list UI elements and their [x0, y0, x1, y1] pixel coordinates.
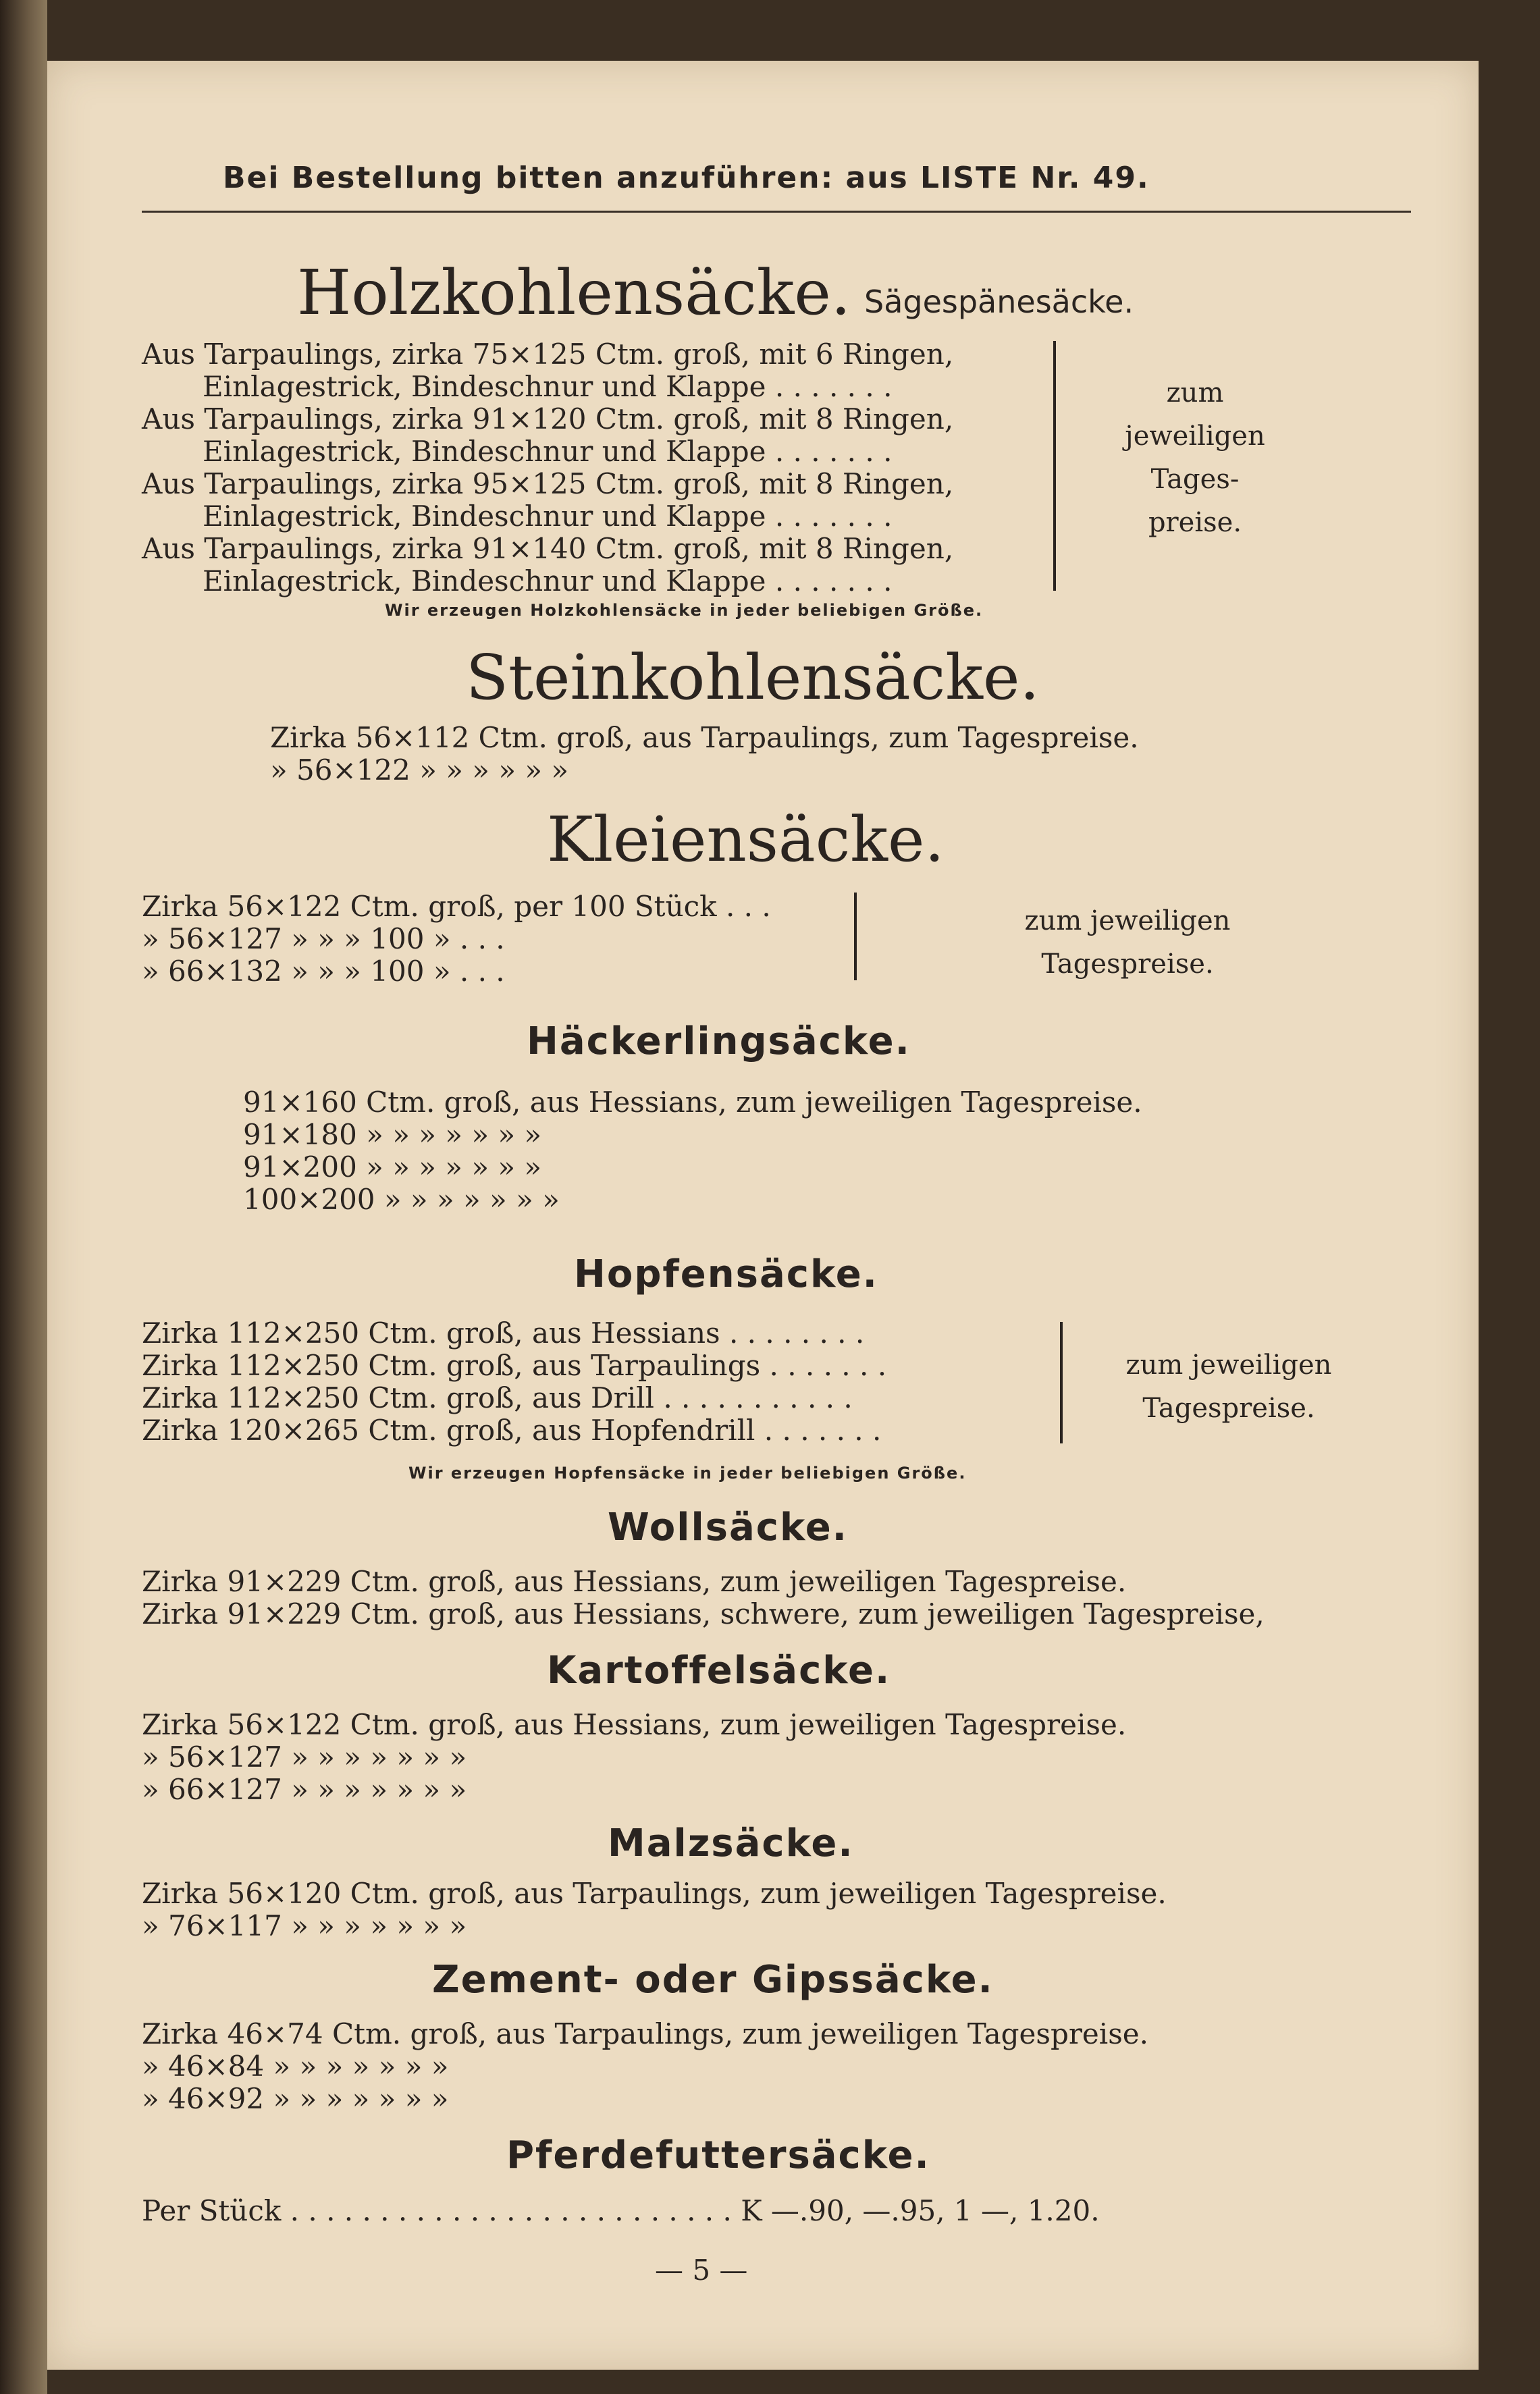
- price-brace: [1060, 1322, 1063, 1443]
- book-binding-edge: [0, 0, 47, 2394]
- malz-line: Zirka 56×120 Ctm. groß, aus Tarpaulings, zum jeweiligen Tagespreise.: [142, 1877, 1167, 1910]
- page-number: — 5 —: [655, 2254, 748, 2287]
- hopfen-price-note: zum jeweiligen Tagespreise.: [1125, 1350, 1332, 1424]
- stein-line: Zirka 56×112 Ctm. groß, aus Tarpaulings, zum Tagespreise.: [270, 721, 1139, 754]
- haeck-line: 91×180 » » » » » » »: [243, 1118, 542, 1151]
- section-title-holzkohlensaecke: Holzkohlensäcke.: [297, 257, 851, 329]
- holz-price-note: zum jeweiligen Tages- preise.: [1125, 377, 1265, 538]
- section-title-haeckerlingsaecke: Häckerlingsäcke.: [527, 1019, 911, 1063]
- malz-line: » 76×117 » » » » » » »: [142, 1909, 467, 1942]
- holz-line: Einlagestrick, Bindeschnur und Klappe . . . . . . .: [203, 564, 893, 597]
- kartoffel-line: » 56×127 » » » » » » »: [142, 1740, 467, 1774]
- haeck-line: 91×200 » » » » » » »: [243, 1150, 542, 1183]
- stein-line: » 56×122 » » » » » »: [270, 753, 569, 787]
- holz-production-note: Wir erzeugen Holzkohlensäcke in jeder beliebigen Größe.: [385, 601, 984, 620]
- kleie-price-note: zum jeweiligen Tagespreise.: [1024, 905, 1231, 980]
- kartoffel-line: » 66×127 » » » » » » »: [142, 1773, 467, 1806]
- order-reference-header: Bei Bestellung bitten anzuführen: aus LISTE Nr. 49.: [223, 161, 1150, 195]
- hopfen-production-note: Wir erzeugen Hopfensäcke in jeder beliebigen Größe.: [408, 1464, 967, 1483]
- hopfen-line: Zirka 112×250 Ctm. groß, aus Drill . . . . . . . . . . .: [142, 1381, 853, 1414]
- holz-line: Einlagestrick, Bindeschnur und Klappe . . . . . . .: [203, 370, 893, 403]
- holz-line: Aus Tarpaulings, zirka 91×120 Ctm. groß, mit 8 Ringen,: [142, 402, 954, 435]
- kleie-line: Zirka 56×122 Ctm. groß, per 100 Stück . . .: [142, 890, 771, 923]
- section-title-zement-gipssaecke: Zement- oder Gipssäcke.: [432, 1958, 994, 2002]
- hopfen-line: Zirka 120×265 Ctm. groß, aus Hopfendrill . . . . . . .: [142, 1414, 882, 1447]
- kleie-line: » 56×127 » » » 100 » . . .: [142, 922, 505, 955]
- zement-line: » 46×84 » » » » » » »: [142, 2050, 449, 2083]
- holz-line: Aus Tarpaulings, zirka 91×140 Ctm. groß, mit 8 Ringen,: [142, 532, 954, 565]
- zement-line: » 46×92 » » » » » » »: [142, 2082, 449, 2115]
- section-title-malzsaecke: Malzsäcke.: [608, 1821, 854, 1865]
- hopfen-line: Zirka 112×250 Ctm. groß, aus Hessians . . . . . . . .: [142, 1316, 865, 1350]
- holz-line: Aus Tarpaulings, zirka 95×125 Ctm. groß, mit 8 Ringen,: [142, 467, 954, 500]
- section-title-kleiensaecke: Kleiensäcke.: [547, 803, 945, 876]
- hopfen-line: Zirka 112×250 Ctm. groß, aus Tarpaulings . . . . . . .: [142, 1349, 887, 1382]
- price-brace: [854, 893, 857, 980]
- holz-line: Einlagestrick, Bindeschnur und Klappe . . . . . . .: [203, 435, 893, 468]
- price-brace: [1053, 341, 1056, 591]
- woll-line: Zirka 91×229 Ctm. groß, aus Hessians, schwere, zum jeweiligen Tagespreise,: [142, 1597, 1265, 1630]
- holz-line: Aus Tarpaulings, zirka 75×125 Ctm. groß, mit 6 Ringen,: [142, 338, 954, 371]
- section-subtitle-saegespaenesaecke: Sägespänesäcke.: [864, 284, 1134, 320]
- catalog-page: [47, 61, 1479, 2370]
- section-title-wollsaecke: Wollsäcke.: [608, 1506, 848, 1549]
- section-title-steinkohlensaecke: Steinkohlensäcke.: [466, 641, 1040, 714]
- section-title-pferdefuttersaecke: Pferdefuttersäcke.: [506, 2133, 930, 2177]
- section-title-hopfensaecke: Hopfensäcke.: [574, 1252, 878, 1296]
- holz-line: Einlagestrick, Bindeschnur und Klappe . . . . . . .: [203, 500, 893, 533]
- zement-line: Zirka 46×74 Ctm. groß, aus Tarpaulings, zum jeweiligen Tagespreise.: [142, 2017, 1148, 2050]
- kleie-line: » 66×132 » » » 100 » . . .: [142, 955, 505, 988]
- header-rule: [142, 211, 1411, 213]
- woll-line: Zirka 91×229 Ctm. groß, aus Hessians, zum jeweiligen Tagespreise.: [142, 1565, 1127, 1598]
- haeck-line: 100×200 » » » » » » »: [243, 1183, 560, 1216]
- kartoffel-line: Zirka 56×122 Ctm. groß, aus Hessians, zum jeweiligen Tagespreise.: [142, 1708, 1127, 1741]
- haeck-line: 91×160 Ctm. groß, aus Hessians, zum jeweiligen Tagespreise.: [243, 1086, 1142, 1119]
- pferde-price-line: Per Stück . . . . . . . . . . . . . . . . . . . . . . . . . K —.90, —.95, 1 —, 1.20.: [142, 2194, 1100, 2227]
- section-title-kartoffelsaecke: Kartoffelsäcke.: [547, 1649, 891, 1693]
